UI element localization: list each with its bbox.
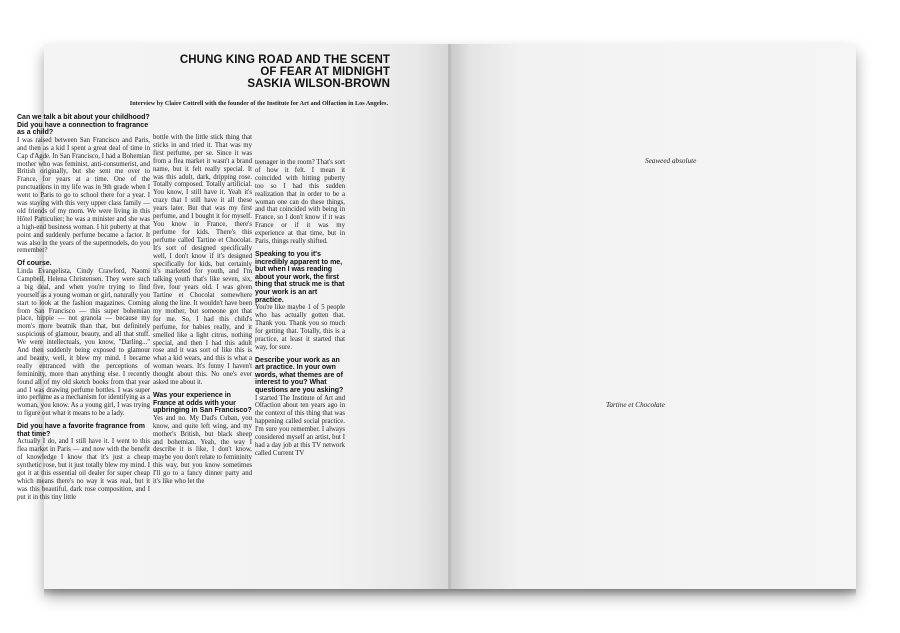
question: Of course. xyxy=(17,260,52,268)
question: Can we talk a bit about your childhood? Did you have a connection to fragrance as a child? xyxy=(17,114,150,137)
answer-paragraph: I started The Institute of Art and Olfaction about ten years ago in the context of this thing that was happening called social practice. I'm sure you remember. I always considered myself an artist, but I had a day job at this TV network called Current TV xyxy=(255,394,345,457)
answer-paragraph: Yes and no. My Dad's Cuban, you know, and quite left wing, and my mother's British, but black sheep and bohemian. Yeah, the way I describe it is like, I don't know, maybe you don't relate to femininity this way, but you know sometimes I'll go to a fancy dinner party and it's like who let the xyxy=(153,414,252,486)
answer-paragraph: I was raised between San Francisco and Paris, and then as a kid I spent a great deal of time in Cap d'Agde. In San Francisco, I had a Bohemian mother who was feminist, anti-consumerist, and British originally, but she sent me over to France, for years at a time. One of the punctuations in my life was in 9th grade when I went to Paris to go to school there for a year. I was staying with this very upper class family — old friends of my mom. We were living in this Hôtel Particulier; he was a minister and she was a high-end business woman. I hit puberty at that point and suddenly perfume became a factor. It was also in the years of the supermodels, do you remember? xyxy=(17,136,150,255)
caption-tartine-et-chocolate: Tartine et Chocolate xyxy=(606,401,665,409)
question: Describe your work as an art practice. In your own words, what themes are of interest to you? What questions are you asking? xyxy=(255,356,344,394)
text-column-3 xyxy=(255,159,345,458)
byline: Interview by Claire Cottrell with the founder of the Institute for Art and Olfaction in Los Angeles. xyxy=(129,100,388,107)
answer-paragraph: Linda Evangelista, Cindy Crawford, Naomi Campbell, Helena Christensen. They were such a big deal, and when you're trying to find yourself as a young woman or girl, naturally you start to look at the fashion magazines. Coming from San Francisco — this super bohemian place, hippie — not granola — because my mom's more beatnik than that, but definitely suspicious of glamour, beauty, and all that stuff. We were intellectuals, you know, "Darling..." And then suddenly being exposed to glamour and beauty, well, it blew my mind. I became really entranced with the perceptions of femininity, more than anything else. I recently found all of my old sketch books from that year and I was drawing perfume bottles. I was super into perfume as a mechanism for identifying as a woman, you know. As a young girl, I was trying to figure out what it means to be a lady. xyxy=(17,267,150,418)
right-page xyxy=(450,44,856,589)
answer-paragraph: Actually I do, and I still have it. I went to this flea market in Paris — and now with the benefit of knowledge I know that it's just a cheap synthetic rose, but it just totally blew my mind. I got it at this essential oil dealer for super cheap which means there's no way it was real, but it was this beautiful, dark rose composition, and I put it in this tiny little xyxy=(17,438,150,501)
text-column-2 xyxy=(153,134,252,486)
caption-seaweed-absolute: Seaweed absolute xyxy=(645,157,697,165)
question: Did you have a favorite fragrance from that time? xyxy=(17,423,145,438)
question: Speaking to you it's incredibly apparent to me, but when I was reading about your work, the first thing that struck me is that your work is an art practice. xyxy=(255,250,345,304)
title-line: OF FEAR AT MIDNIGHT xyxy=(260,66,390,78)
title-line: CHUNG KING ROAD AND THE SCENT xyxy=(179,54,390,66)
spread-shadow xyxy=(44,589,856,597)
answer-paragraph: bottle with the little stick thing that sticks in and tried it. That was my first perfume, per se. Since it was from a flea market it wasn't a brand name, but it felt really special. It was this adult, dark, dripping rose. Totally composed. Totally artificial. You know, I still have it. Yeah it's crazy that I still have it all these years later. But that was my first perfume, and I bought it for myself. You know in France, there's perfume for kids. There's this perfume called Tartine et Chocolat. It's sort of designed specifically well, I don't know if it's designed specifically for kids, but certainly it's marketed for youth, and I'm talking youth that's like seven, six, five, four years old. I was given Tartine et Chocolat somewhere along the line. It wouldn't have been my mother, but someone got that for me. So, I had this child's perfume, for babies really, and it smelled like a light citrus, nothing special, and then I had this adult rose and it was sort of like this is what a kid wears, and this is what a woman wears. It's funny I haven't thought about this. No one's ever asked me about it. xyxy=(153,134,252,387)
answer-paragraph: teenager in the room? That's sort of how it felt. I mean it coincided with hitting puberty too so I had this sudden realization that in order to be a woman one can do these things, and that coincided with being in France, so I don't know if it was France or if it was my experience at that time, but in Paris, things really shifted. xyxy=(255,159,345,246)
text-column-1 xyxy=(17,114,150,502)
title-line: SASKIA WILSON-BROWN xyxy=(247,78,390,90)
question: Was your experience in France at odds with your upbringing in San Francisco? xyxy=(153,392,252,415)
spine-fold xyxy=(448,44,451,589)
article-title xyxy=(90,54,390,90)
answer-paragraph: You're like maybe 1 of 5 people who has actually gotten that. Thank you. Thank you so much for getting that. Totally, this is a practice, at least it started that way, for sure. xyxy=(255,304,345,351)
